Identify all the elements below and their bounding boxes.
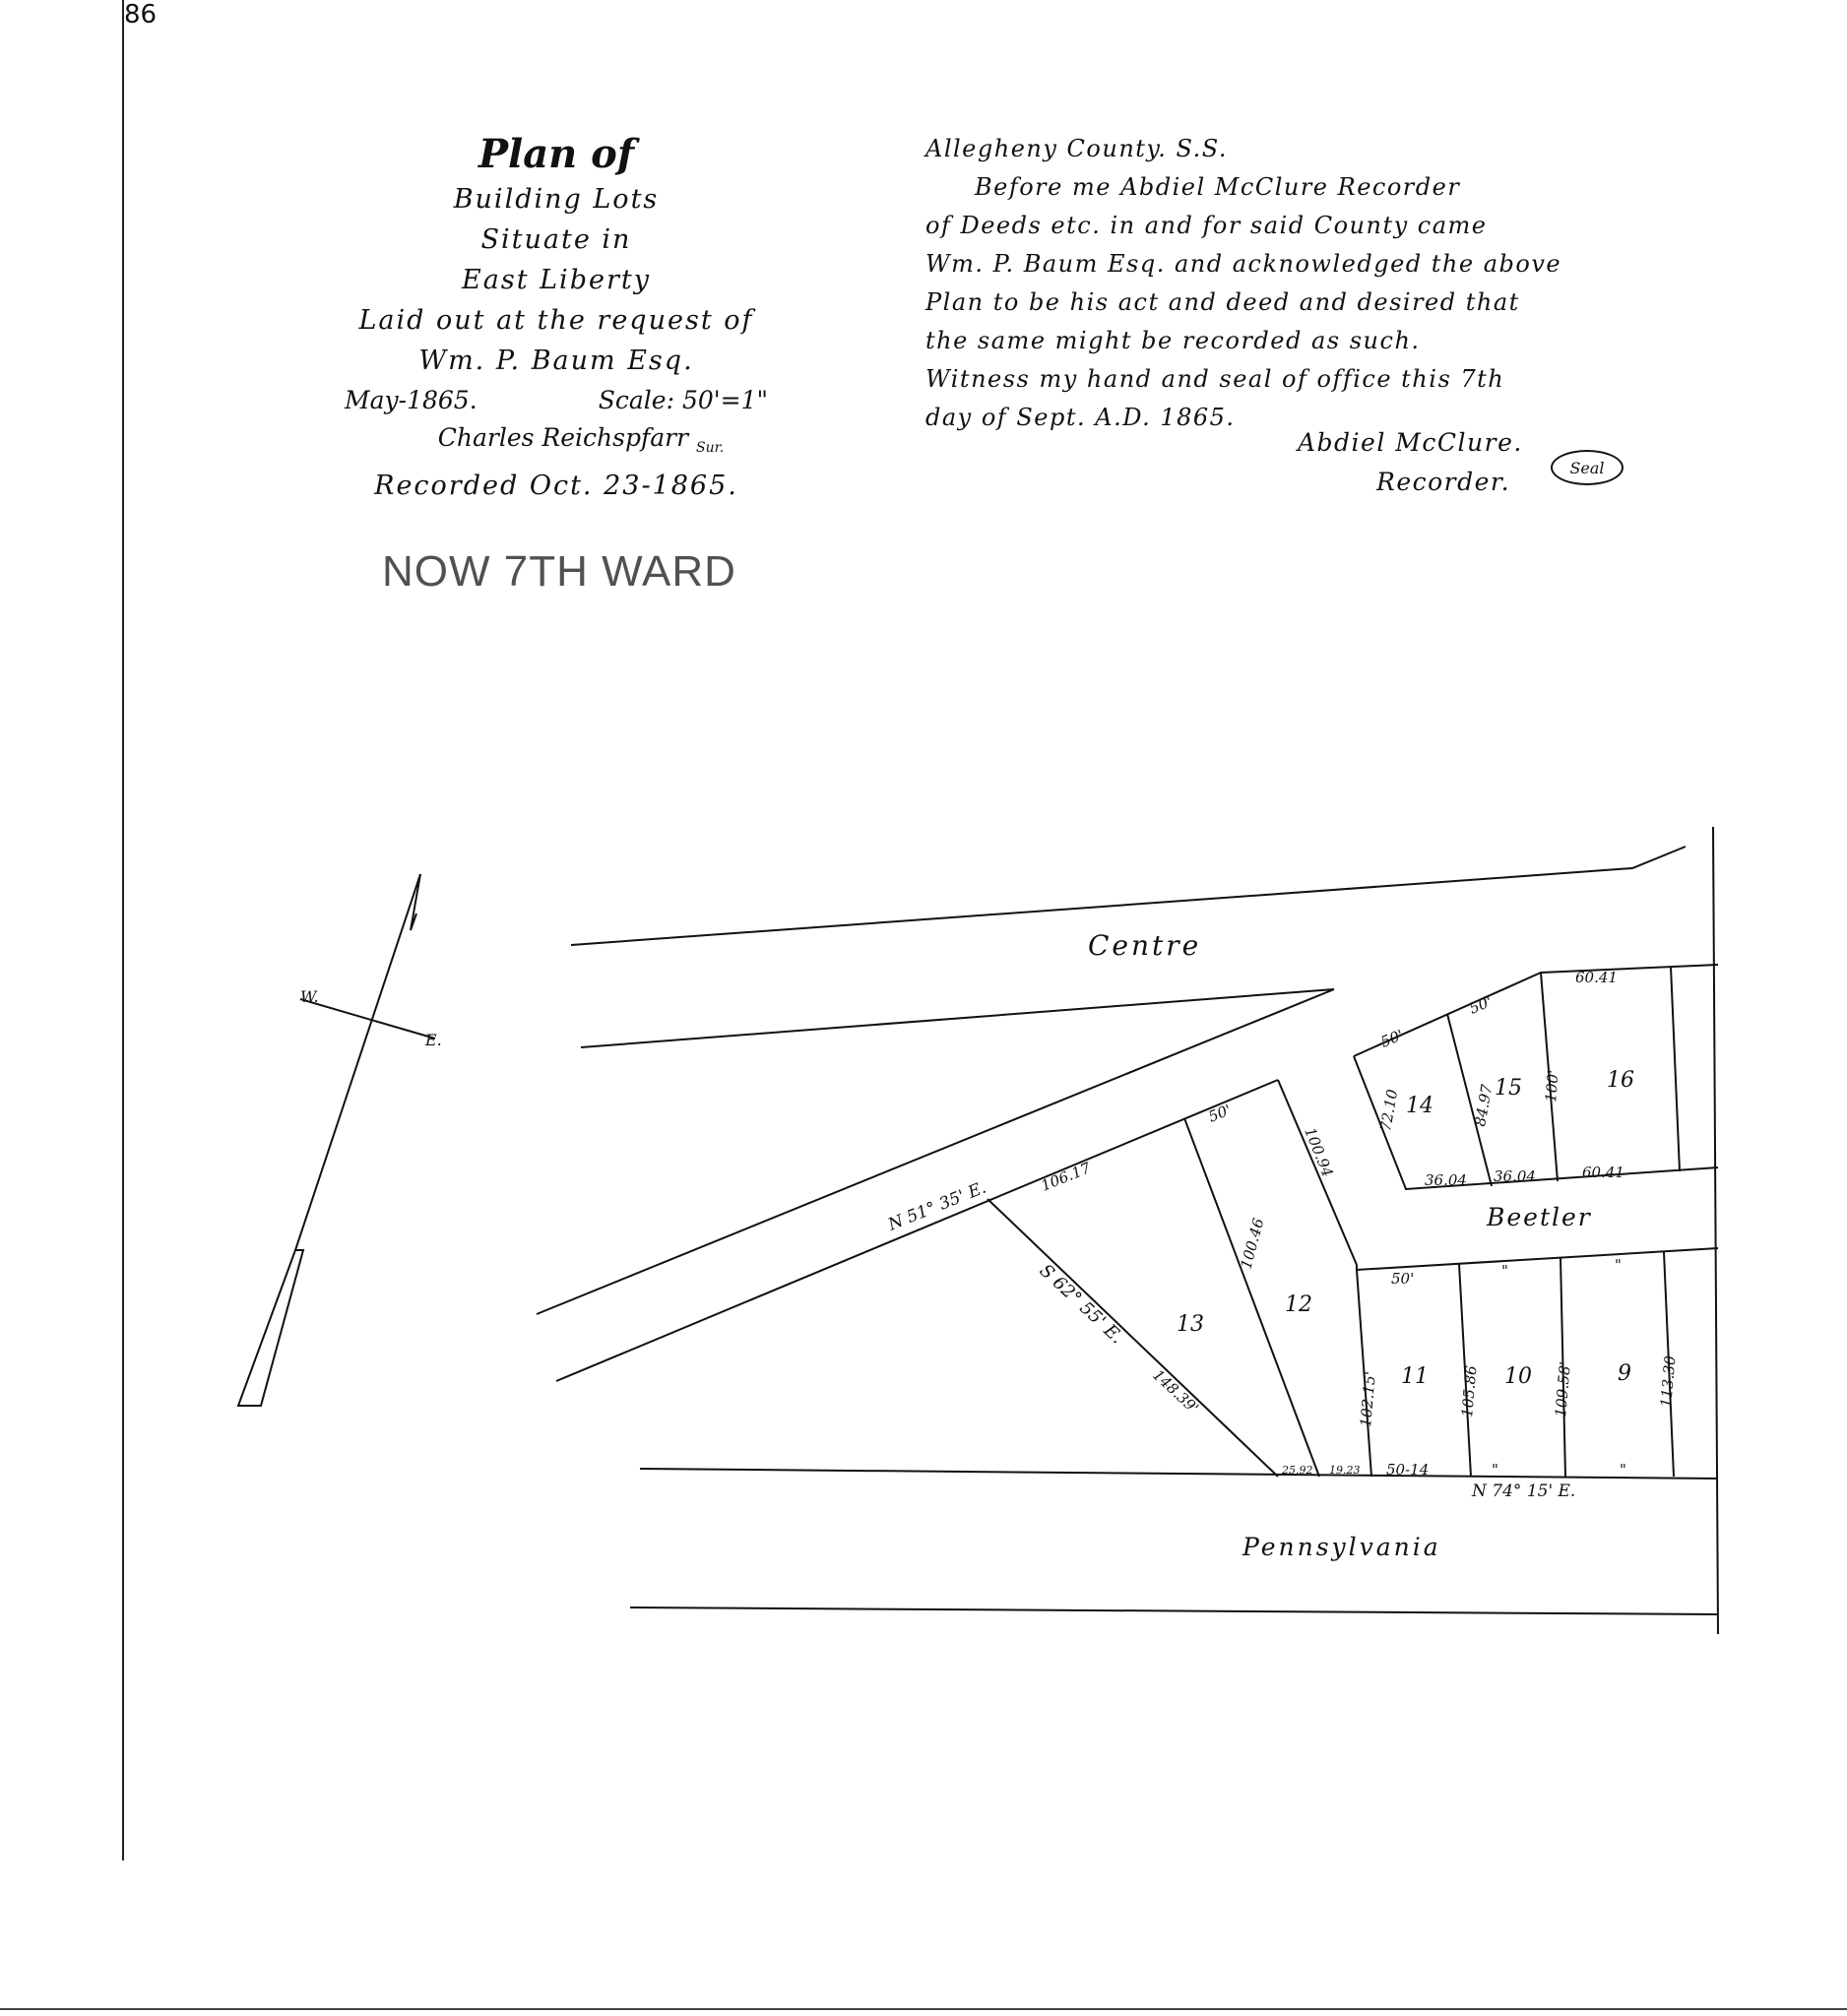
lot-12-label: 12 (1285, 1292, 1312, 1317)
title-line-4: Laid out at the request of (358, 305, 754, 336)
ack-line-2: Before me Abdiel McClure Recorder (975, 173, 1461, 201)
dim-lot15-side: 84.97 (1471, 1083, 1497, 1128)
lot-13-west-line (987, 1199, 1278, 1477)
ack-line-1: Allegheny County. S.S. (925, 135, 1228, 162)
ack-line-6: the same might be recorded as such. (925, 327, 1421, 354)
diagonal-street-lower-line (556, 1080, 1278, 1381)
pennsylvania-north-line (640, 1469, 1718, 1479)
lot-line-16-east (1671, 967, 1680, 1171)
bearing-north-east: N 51° 35' E. (885, 1177, 989, 1235)
ack-line-8: day of Sept. A.D. 1865. (925, 404, 1236, 431)
compass-west-label: W. (300, 987, 319, 1006)
centre-street-lower-line (581, 989, 1334, 1047)
ack-line-4: Wm. P. Baum Esq. and acknowledged the above (925, 250, 1562, 278)
dim-lot11-side: 102.15' (1357, 1370, 1379, 1428)
plan-title: Plan of (478, 131, 635, 177)
bearing-pennsylvania: N 74° 15' E. (1472, 1481, 1576, 1501)
dim-penn-segment-1: 25.92 (1282, 1464, 1313, 1477)
pennsylvania-south-line (630, 1607, 1718, 1614)
lot-10-label: 10 (1504, 1364, 1532, 1389)
title-line-2: Situate in (480, 224, 632, 255)
beetler-street-label: Beetler (1487, 1203, 1592, 1231)
dim-lot10-side: 105.86 (1458, 1364, 1481, 1418)
signature-name: Abdiel McClure. (1298, 428, 1523, 457)
recorded-date: Recorded Oct. 23-1865. (374, 471, 738, 501)
plan-scale: Scale: 50'=1" (598, 386, 768, 414)
title-line-3: East Liberty (462, 265, 651, 295)
page-number: 86 (124, 0, 158, 30)
diagonal-street-upper-line (537, 989, 1337, 1314)
ditto-penn-lot10: " (1492, 1461, 1498, 1479)
ack-line-3: of Deeds etc. in and for said County came (925, 212, 1488, 239)
plan-date: May-1865. (345, 386, 478, 414)
bottom-scan-edge (0, 2008, 1847, 2010)
ack-line-5: Plan to be his act and deed and desired that (925, 288, 1520, 316)
ditto-penn-lot9: " (1620, 1461, 1626, 1479)
dim-lot14-rear: 36.04 (1425, 1171, 1467, 1189)
lot-11-label: 11 (1401, 1364, 1429, 1389)
signature-title: Recorder. (1376, 468, 1511, 496)
title-line-5: Wm. P. Baum Esq. (418, 346, 694, 376)
dim-lot15-front: 50' (1466, 992, 1496, 1018)
dim-lot11-front: 50' (1391, 1270, 1415, 1288)
dim-lot16-rear: 60.41 (1582, 1164, 1624, 1181)
ditto-lot10-front: " (1501, 1262, 1508, 1280)
office-seal: Seal (1551, 450, 1624, 485)
compass-east-label: E. (425, 1031, 442, 1049)
surveyor-suffix: Sur. (696, 440, 725, 456)
dim-lot16-front: 60.41 (1575, 969, 1618, 986)
block-south-line (1354, 1056, 1718, 1189)
title-line-1: Building Lots (453, 184, 660, 215)
bearing-south-east: S 62° 55' E. (1035, 1260, 1127, 1349)
surveyor-text: Charles Reichspfarr (437, 423, 689, 452)
ditto-lot9-front: " (1615, 1256, 1622, 1274)
dim-lot14-side: 72.10 (1376, 1088, 1402, 1133)
dim-lot12-east: 100.94 (1301, 1124, 1337, 1180)
lot-14-label: 14 (1406, 1094, 1433, 1118)
dim-lot12-front: 50' (1205, 1101, 1235, 1126)
dim-penn-segment-2: 19.23 (1329, 1464, 1361, 1477)
ward-stamp: NOW 7TH WARD (382, 547, 736, 596)
block-north-line (1354, 965, 1718, 1056)
lot-12-east-line (1278, 1080, 1357, 1265)
compass-tail (238, 1250, 303, 1406)
dim-lot14-front: 50' (1377, 1026, 1407, 1051)
dim-lot16-side: 100' (1542, 1069, 1562, 1103)
centre-street-label: Centre (1088, 929, 1202, 962)
lot-13-label: 13 (1177, 1312, 1204, 1337)
dim-lot-line-12-13: 100.46 (1237, 1216, 1268, 1272)
compass-needle (295, 874, 420, 1250)
dim-penn-lot11: 50-14 (1386, 1461, 1430, 1479)
dim-lot9-side: 109.58' (1552, 1360, 1574, 1418)
lot-9-label: 9 (1618, 1361, 1631, 1386)
pennsylvania-street-label: Pennsylvania (1242, 1533, 1441, 1561)
lot-15-label: 15 (1495, 1076, 1522, 1101)
dim-lot13-west: 148.39' (1149, 1365, 1202, 1418)
dim-lot15-rear: 36.04 (1494, 1167, 1536, 1185)
right-border-line (1713, 827, 1718, 1634)
ack-line-7: Witness my hand and seal of office this 7th (925, 365, 1505, 393)
dim-lot9-east: 113.30 (1657, 1354, 1680, 1409)
lot-16-label: 16 (1607, 1068, 1634, 1093)
dim-lot13-front: 106.17 (1038, 1159, 1094, 1195)
